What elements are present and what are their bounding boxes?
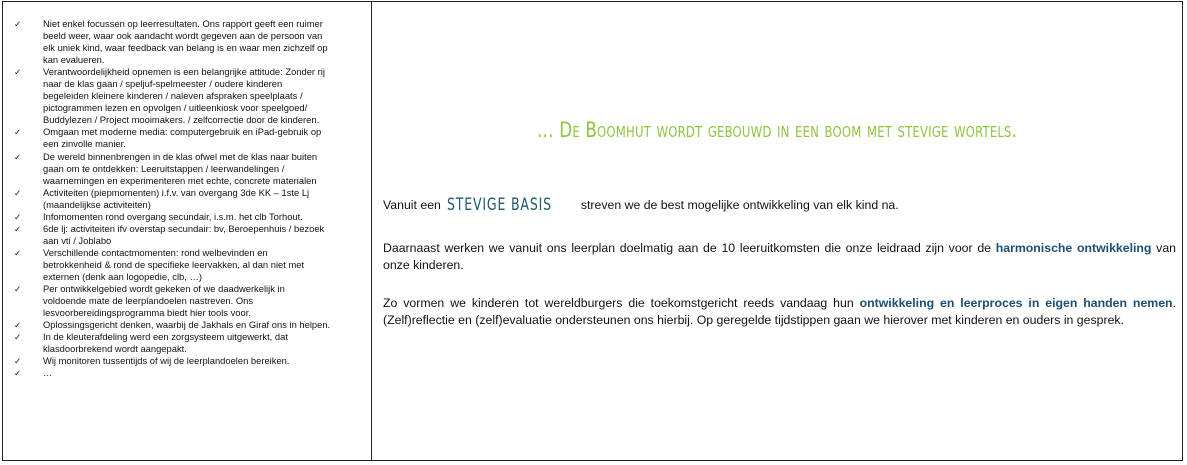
paragraph-text: van onze kinderen. [383, 241, 1176, 273]
harmonische-ontwikkeling-highlight: harmonische ontwikkeling [995, 241, 1152, 256]
paragraph-text: . (Zelf)reflectie en (zelf)evaluatie ondersteunen ons hierbij. Op geregelde tijdstippen gaan we hierover met kinderen en ouders in gesprek. [383, 296, 1176, 328]
check-icon: ✓ [14, 67, 22, 78]
check-icon: ✓ [14, 284, 22, 295]
right-column [372, 2, 1182, 460]
list-item [14, 18, 361, 66]
list-item [14, 355, 361, 367]
list-item [14, 211, 361, 223]
paragraph-text: Zo vormen we kinderen tot wereldburgers die toekomstgericht reeds vandaag hun [383, 296, 860, 311]
tagline-quote: … De Boomhut wordt gebouwd in een boom met stevige wortels. [536, 118, 1018, 143]
check-icon: ✓ [14, 368, 22, 379]
list-item-text: Omgaan met moderne media: computergebruik en iPad-gebruik op een zinvolle manier. [43, 126, 322, 150]
content-table [2, 1, 1183, 461]
list-item [14, 151, 361, 187]
list-item [14, 319, 361, 331]
left-column [3, 2, 372, 460]
paragraph-text: streven we de best mogelijke ontwikkeling van elk kind na. [580, 198, 899, 213]
list-item-text: Wij monitoren tussentijds of wij de leerplandoelen bereiken. [43, 355, 290, 367]
list-item-text: Per ontwikkelgebied wordt gekeken of we daadwerkelijk in voldoende mate de leerplandoelen nastreven. Ons lesvoorbereidingsprogramma biedt hier tools voor. [43, 283, 285, 319]
list-item-text: Oplossingsgericht denken, waarbij de Jakhals en Giraf ons in helpen. [43, 319, 331, 331]
list-item-text: 6de lj: activiteiten ifv overstap secundair: bv, Beroepenhuis / bezoek aan vti / Joblabo [43, 222, 325, 246]
list-item-text: De wereld binnenbrengen in de klas ofwel met de klas naar buiten gaan om te ontdekken: Leeruitstappen / leerwandelingen / waarnemingen en experimenteren met echte, concrete materialen [43, 150, 318, 186]
check-icon: ✓ [14, 332, 22, 343]
check-icon: ✓ [14, 223, 22, 234]
list-item [14, 223, 361, 247]
eigen-handen-highlight: ontwikkeling en leerproces in eigen handen nemen [859, 296, 1173, 311]
paragraph-basis [383, 197, 1176, 214]
check-icon: ✓ [14, 320, 22, 331]
paragraph-leerplan [383, 240, 1176, 274]
paragraph-text: Vanuit een [383, 198, 441, 213]
check-icon: ✓ [14, 127, 22, 138]
list-item [14, 331, 361, 355]
check-icon: ✓ [14, 356, 22, 367]
stevige-basis-highlight: STEVIGE BASIS [446, 195, 552, 216]
list-item [14, 187, 361, 211]
list-item [14, 367, 361, 379]
list-item-text: Niet enkel focussen op leerresultaten. Ons rapport geeft een ruimer beeld weer, waar ook aandacht wordt gegeven aan de persoon van elk uniek kind, waar feedback van belang is en waar men zichzelf op kan evalueren. [43, 18, 328, 66]
list-item [14, 283, 361, 319]
list-item [14, 66, 361, 126]
list-item-text: Verantwoordelijkheid opnemen is een belangrijke attitude: Zonder rij naar de klas gaan / speljuf-spelmeester / oudere kinderen begeleiden kleinere kinderen / naleven afspraken speelplaats / pictogrammen lezen en opvolgen / uitleenkiosk voor speelgoed/ Buddylezen / Project mooimakers. / zelfcorrectie door de kinderen. [43, 66, 325, 126]
list-item-text: Activiteiten (piepmomenten) i.f.v. van overgang 3de KK – 1ste Lj (maandelijkse activiteiten) [43, 186, 310, 210]
list-item-text: Infomomenten rond overgang secundair, i.s.m. het clb Torhout. [43, 210, 303, 222]
check-icon: ✓ [14, 151, 22, 162]
list-item-text: In de kleuterafdeling werd een zorgsysteem uitgewerkt, dat klasdoorbrekend wordt aangepakt. [43, 331, 288, 355]
check-icon: ✓ [14, 247, 22, 258]
list-item [14, 247, 361, 283]
list-item-text: Verschillende contactmomenten: rond welbevinden en betrokkenheid & rond de specifieke leervakken, al dan niet met externen (denk aan logopedie, clb, …) [43, 246, 305, 282]
check-icon: ✓ [14, 211, 22, 222]
checklist [14, 18, 361, 379]
list-item [14, 126, 361, 150]
paragraph-text: Daarnaast werken we vanuit ons leerplan doelmatig aan de 10 leeruitkomsten die onze leidraad zijn voor de [383, 241, 996, 256]
paragraph-wereldburgers [383, 295, 1176, 329]
check-icon: ✓ [14, 187, 22, 198]
list-item-text: … [43, 367, 53, 379]
check-icon: ✓ [14, 19, 22, 29]
